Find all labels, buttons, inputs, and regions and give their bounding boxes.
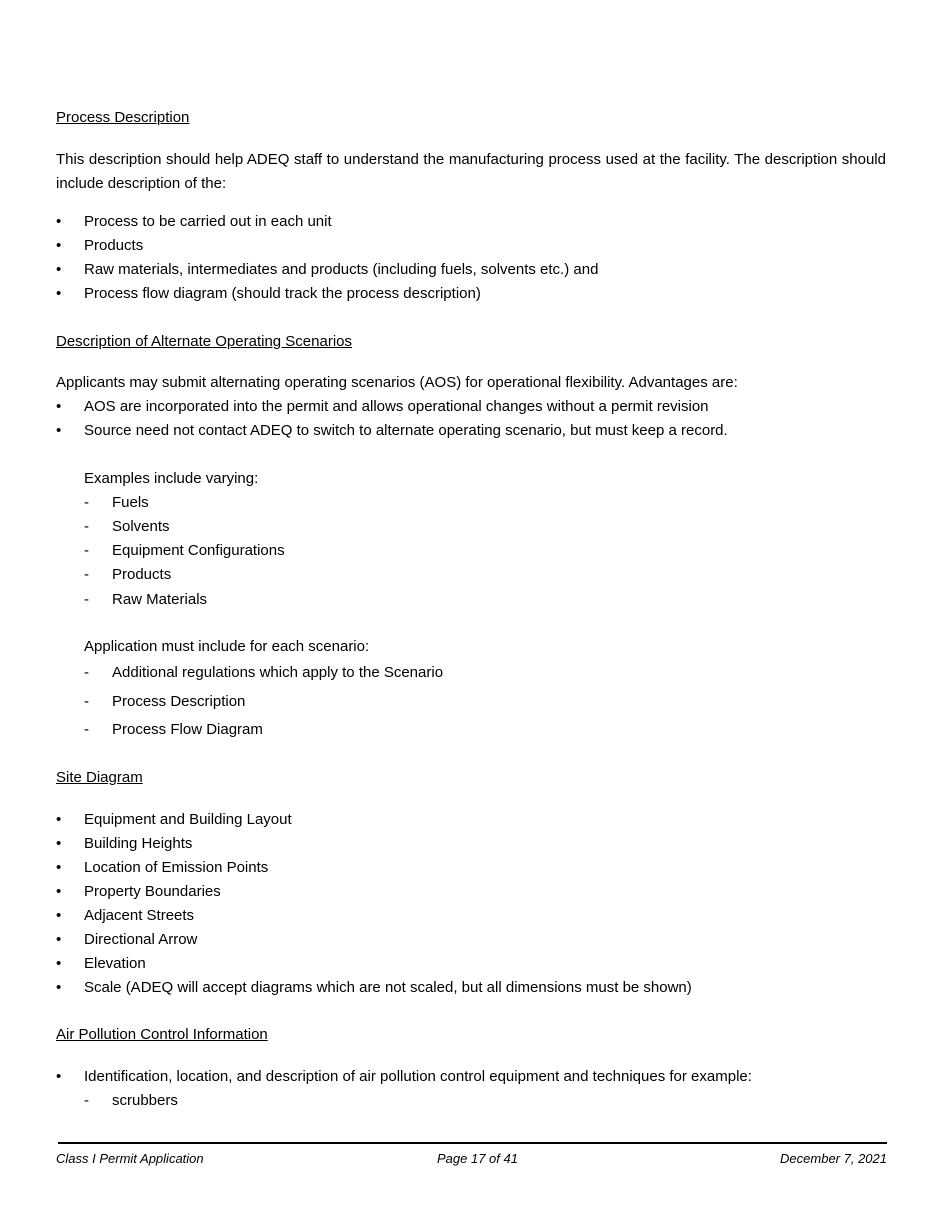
- list-item-text: Raw Materials: [112, 591, 208, 608]
- list-item-text: Equipment Configurations: [112, 542, 285, 559]
- list-item-text: Elevation: [84, 955, 146, 972]
- list-item-text: Solvents: [112, 518, 170, 535]
- list-item-text: Process Flow Diagram: [112, 721, 263, 738]
- dash-marker: -: [84, 542, 89, 559]
- requirements-label: Application must include for each scenario:: [84, 638, 370, 655]
- list-item-text: Process to be carried out in each unit: [84, 213, 332, 230]
- dash-marker: -: [84, 1092, 89, 1109]
- footer-title: Class I Permit Application: [56, 1151, 204, 1166]
- list-item-text: Process Description: [112, 693, 246, 710]
- bullet-marker: •: [56, 835, 62, 852]
- dash-marker: -: [84, 591, 89, 608]
- list-item-text: Products: [84, 237, 144, 254]
- section-heading-alternate: Description of Alternate Operating Scenarios: [56, 333, 352, 350]
- list-item-text: Products: [112, 566, 172, 583]
- dash-marker: -: [84, 566, 89, 583]
- bullet-marker: •: [56, 422, 62, 439]
- bullet-marker: •: [56, 285, 62, 302]
- list-item-text: Process flow diagram (should track the process description): [84, 285, 481, 302]
- footer-date: December 7, 2021: [780, 1151, 887, 1166]
- list-item-text: Property Boundaries: [84, 883, 221, 900]
- list-item-text: Source need not contact ADEQ to switch to alternate operating scenario, but must keep a record.: [84, 422, 728, 439]
- list-item-text: AOS are incorporated into the permit and allows operational changes without a permit revision: [84, 398, 709, 415]
- bullet-marker: •: [56, 931, 62, 948]
- list-item-text: Additional regulations which apply to the Scenario: [112, 664, 444, 681]
- section-heading-air: Air Pollution Control Information: [56, 1026, 268, 1043]
- list-item-text: Directional Arrow: [84, 931, 198, 948]
- list-item-text: Equipment and Building Layout: [84, 811, 292, 828]
- examples-label: Examples include varying:: [84, 470, 259, 487]
- dash-marker: -: [84, 721, 89, 738]
- bullet-marker: •: [56, 979, 62, 996]
- dash-marker: -: [84, 693, 89, 710]
- list-item-text: Building Heights: [84, 835, 193, 852]
- section-heading-process: Process Description: [56, 109, 190, 126]
- footer-page-number: Page 17 of 41: [437, 1151, 518, 1166]
- bullet-marker: •: [56, 261, 62, 278]
- bullet-marker: •: [56, 907, 62, 924]
- list-item-text: Location of Emission Points: [84, 859, 269, 876]
- list-item-text: Identification, location, and description of air pollution control equipment and techniques for example:: [84, 1068, 752, 1085]
- dash-marker: -: [84, 664, 89, 681]
- dash-marker: -: [84, 518, 89, 535]
- list-item-text: Raw materials, intermediates and products (including fuels, solvents etc.) and: [84, 261, 599, 278]
- bullet-marker: •: [56, 955, 62, 972]
- bullet-marker: •: [56, 1068, 62, 1085]
- list-item-text: Scale (ADEQ will accept diagrams which are not scaled, but all dimensions must be shown): [84, 979, 692, 996]
- bullet-marker: •: [56, 213, 62, 230]
- list-item-text: Fuels: [112, 494, 149, 511]
- list-item-text: Adjacent Streets: [84, 907, 195, 924]
- bullet-marker: •: [56, 859, 62, 876]
- bullet-marker: •: [56, 883, 62, 900]
- bullet-marker: •: [56, 237, 62, 254]
- section-heading-site: Site Diagram: [56, 769, 143, 786]
- bullet-marker: •: [56, 398, 62, 415]
- bullet-marker: •: [56, 811, 62, 828]
- dash-marker: -: [84, 494, 89, 511]
- process-intro-paragraph: This description should help ADEQ staff to understand the manufacturing process used at the facility. The description should include description of the:: [56, 151, 886, 192]
- footer-divider: [58, 1142, 887, 1144]
- alternate-intro-paragraph: Applicants may submit alternating operating scenarios (AOS) for operational flexibility. Advantages are:: [56, 374, 738, 391]
- list-item-text: scrubbers: [112, 1092, 178, 1109]
